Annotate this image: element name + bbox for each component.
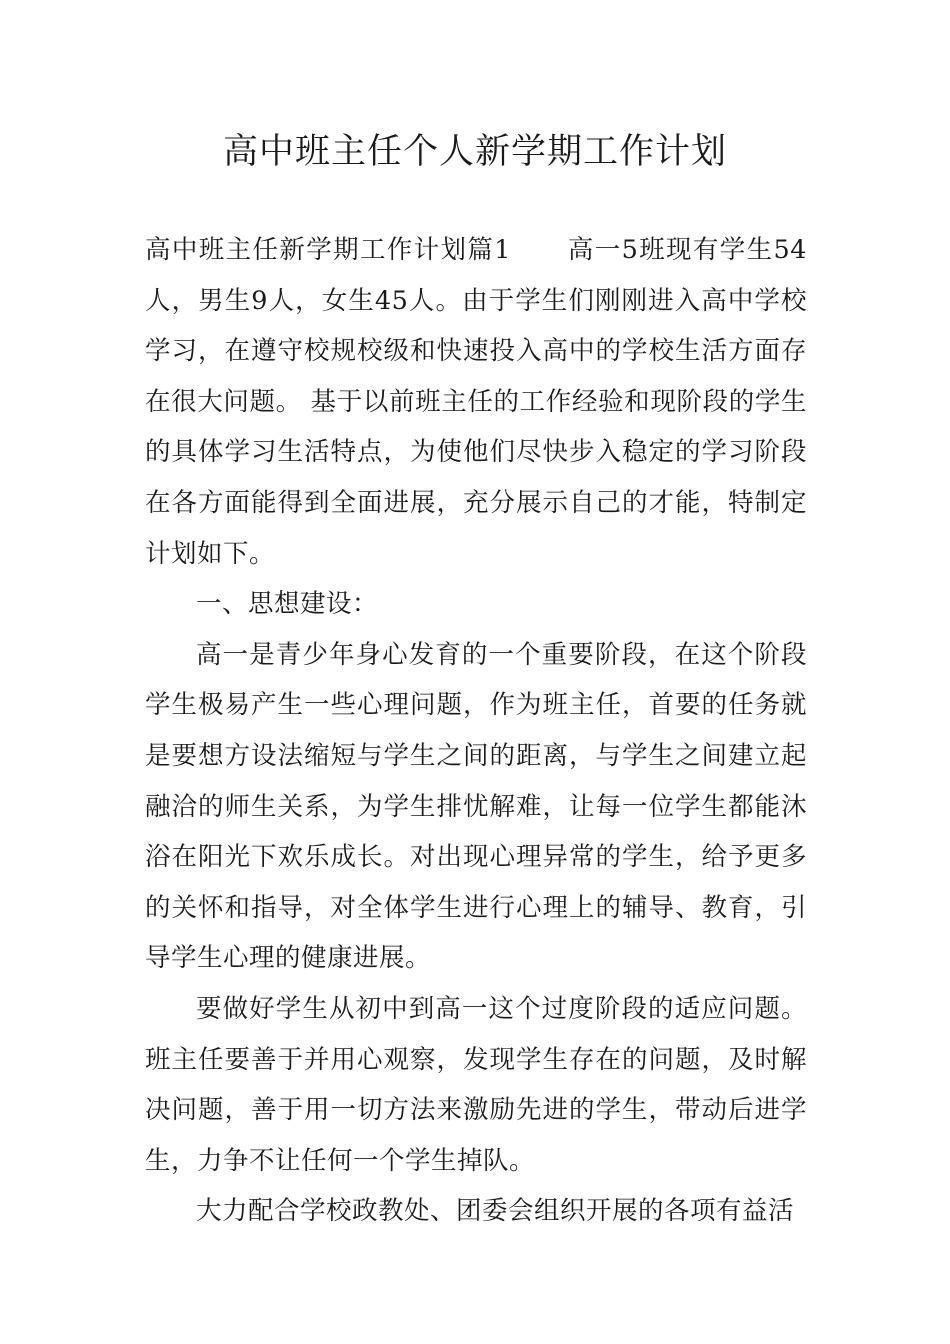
intro-paragraph [145, 225, 807, 579]
paragraph: 大力配合学校政教处、团委会组织开展的各项有益活 [196, 1196, 795, 1227]
paragraph: 高一是青少年身心发育的一个重要阶段，在这个阶段学生极易产生一些心理问题，作为班主任，首要的任务就是要想方设法缩短与学生之间的距离，与学生之间建立起融洽的师生关系，为学生排忧解难，让每一位学生都能沐浴在阳光下欢乐成长。对出现心理异常的学生，给予更多的关怀和指导，对全体学生进行心理上的辅导、教育，引导学生心理的健康进展。 [145, 639, 807, 974]
section-heading-label: 高中班主任新学期工作计划篇1 [145, 235, 511, 265]
document-title: 高中班主任个人新学期工作计划 [222, 132, 727, 172]
document-body [145, 225, 807, 1237]
section-heading: 一、思想建设： [196, 589, 379, 620]
paragraph: 要做好学生从初中到高一这个过度阶段的适应问题。班主任要善于并用心观察，发现学生存在的问题，及时解决问题，善于用一切方法来激励先进的学生，带动后进学生，力争不让任何一个学生掉队。 [145, 993, 807, 1176]
paragraph-text: 高一5班现有学生54人，男生9人，女生45人。由于学生们刚刚进入高中学校学习，在遵守校规校级和快速投入高中的学校生活方面存在很大问题。 基于以前班主任的工作经验和现阶段的学生的具体学习生活特点，为使他们尽快步入稳定的学习阶段在各方面能得到全面进展，充分展示自己的才能，特制定计划如下。 [145, 235, 807, 569]
